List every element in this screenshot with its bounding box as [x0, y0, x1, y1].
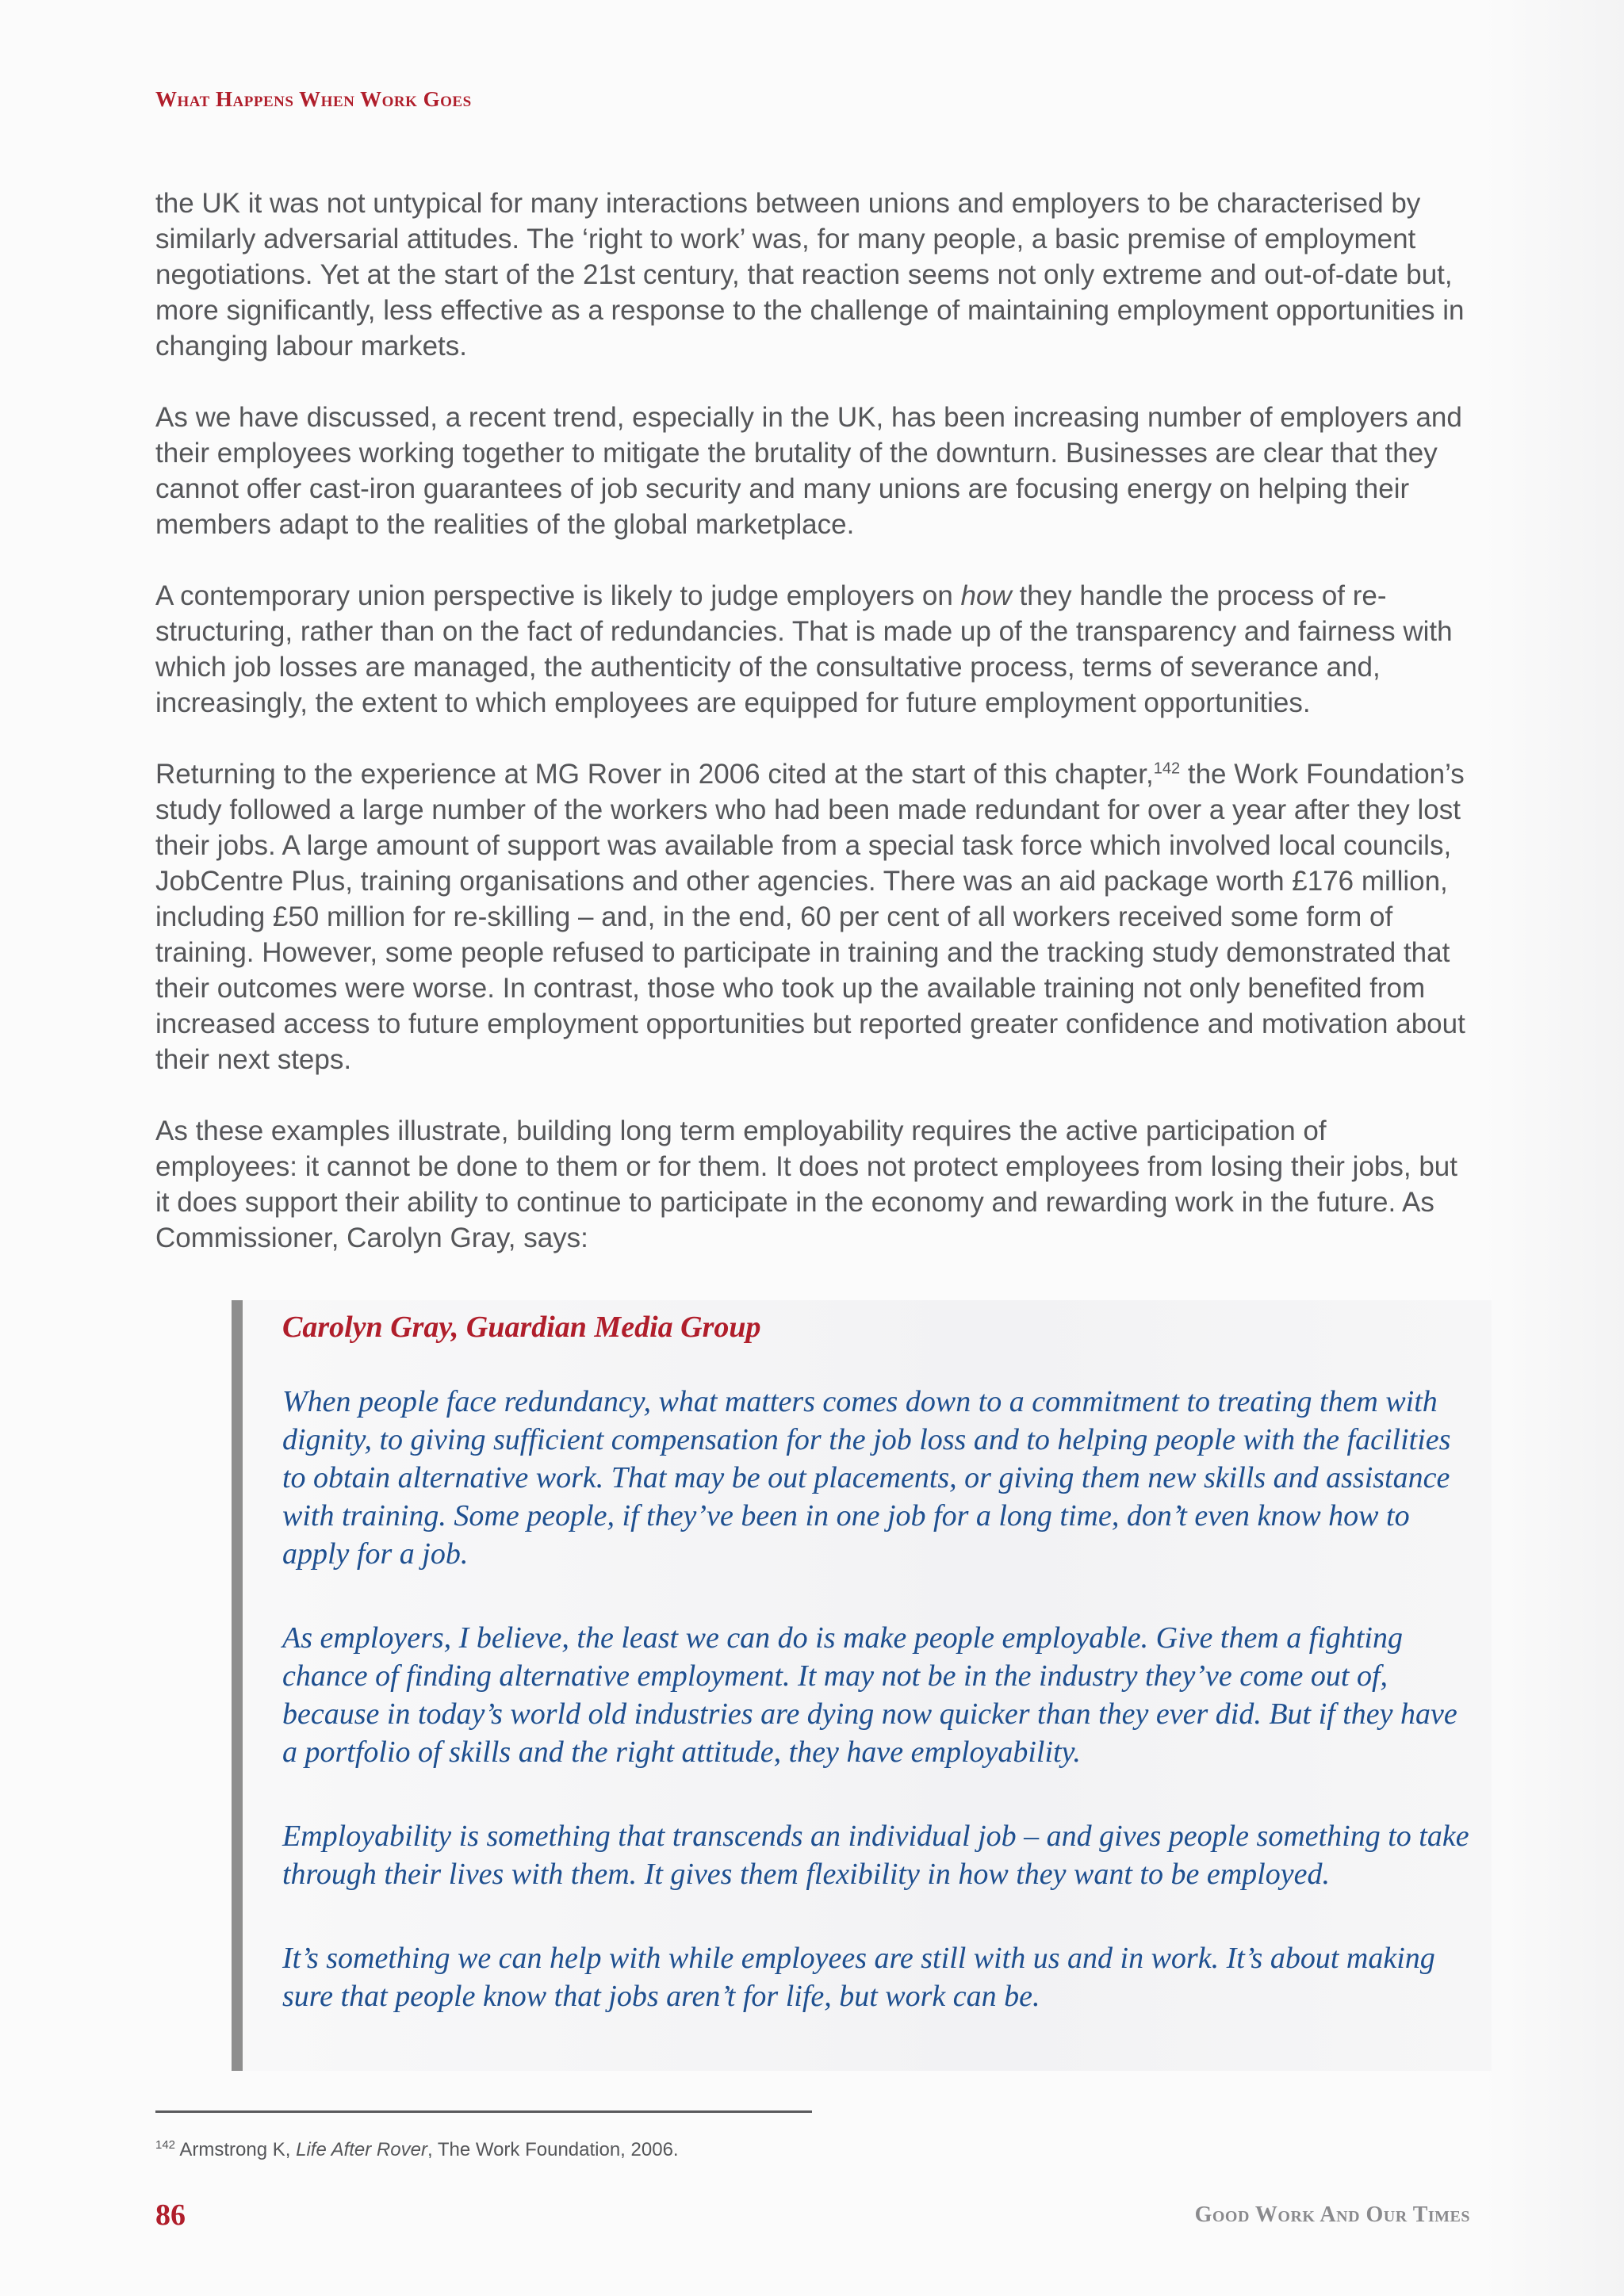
paragraph-1: the UK it was not untypical for many interactions between unions and employers to be characterised by similarly adversarial attitudes. The ‘right to work’ was, for many people, a basic premise of employment negotiations. Yet at the start of the 21st century, that reaction seems not only extreme and out-of-date but, more significantly, less effective as a response to the challenge of maintaining employment opportunities in changing labour markets. — [155, 188, 1465, 362]
quote-paragraph-2: As employers, I believe, the least we can do is make people employable. Give them a fighting chance of finding alternative employment. It may not be in the industry they’ve come out of, because in today’s world old industries are dying now quicker than they ever did. But if they have a portfolio of skills and the right attitude, they have employability. — [282, 1621, 1457, 1769]
quote-paragraph-1: When people face redundancy, what matters comes down to a commitment to treating them with dignity, to giving sufficient compensation for the job loss and to helping people with the facilities to obtain alternative work. That may be out placements, or giving them new skills and assistance with training. Some people, if they’ve been in one job for a long time, don’t even know how to apply for a job. — [282, 1385, 1451, 1571]
paragraph-5: As these examples illustrate, building long term employability requires the active participation of employees: it cannot be done to them or for them. It does not protect employees from losing their jobs, but it does support their ability to continue to participate in the economy and rewarding work in the future. As Commissioner, Carolyn Gray, says: — [155, 1115, 1457, 1253]
footnote-title: Life After Rover — [296, 2139, 427, 2160]
paragraph-3 — [155, 578, 1472, 721]
paragraph-3-start: A contemporary union perspective is likely to judge employers on — [155, 580, 961, 611]
paragraph-4-start: Returning to the experience at MG Rover in 2006 cited at the start of this chapter, — [155, 759, 1154, 790]
paragraph-3-emphasis: how — [960, 580, 1012, 611]
running-footer: Good Work And Our Times — [1194, 2202, 1470, 2227]
running-header: What Happens When Work Goes — [155, 87, 472, 111]
page-number: 86 — [155, 2198, 186, 2232]
paragraph-4 — [155, 756, 1472, 1077]
footnote-author: Armstrong K, — [175, 2139, 297, 2160]
paragraph-3-end: they handle the process of re-structuring, rather than on the fact of redundancies. That is made up of the transparency and fairness with which job losses are managed, the authenticity of the consultative process, terms of severance and, increasingly, the extent to which employees are equipped for future employment opportunities. — [155, 580, 1453, 718]
footnote-details: , The Work Foundation, 2006. — [427, 2139, 679, 2160]
pull-quote-box — [232, 1300, 1492, 2071]
quote-paragraph-4: It’s something we can help with while employees are still with us and in work. It’s about making sure that people know that jobs aren’t for life, but work can be. — [282, 1942, 1435, 2013]
footnote-reference[interactable]: 142 — [1153, 760, 1181, 778]
quote-attribution: Carolyn Gray, Guardian Media Group — [282, 1311, 761, 1344]
paragraph-4-end: the Work Foundation’s study followed a large number of the workers who had been made redundant for over a year after they lost their jobs. A large amount of support was available from a special task force which involved local councils, JobCentre Plus, training organisations and other agencies. There was an aid package worth £176 million, including £50 million for re-skilling – and, in the end, 60 per cent of all workers received some form of training. However, some people refused to participate in training and the tracking study demonstrated that their outcomes were worse. In contrast, those who took up the available training not only benefited from increased access to future employment opportunities but reported greater confidence and motivation about their next steps. — [155, 759, 1465, 1075]
footnote-number: 142 — [155, 2138, 176, 2152]
body-text — [155, 186, 1472, 1292]
page-edge-shade — [1484, 0, 1624, 2296]
quote-paragraph-3: Employability is something that transcends an individual job – and gives people something to take through their lives with them. It gives them flexibility in how they want to be employed. — [282, 1820, 1469, 1891]
paragraph-2: As we have discussed, a recent trend, especially in the UK, has been increasing number of employers and their employees working together to mitigate the brutality of the downturn. Businesses are clear that they cannot offer cast-iron guarantees of job security and many unions are focusing energy on helping their members adapt to the realities of the global marketplace. — [155, 402, 1462, 540]
pull-quote-content — [282, 1308, 1476, 2061]
footnote — [155, 2139, 679, 2161]
footnote-divider — [155, 2110, 812, 2113]
